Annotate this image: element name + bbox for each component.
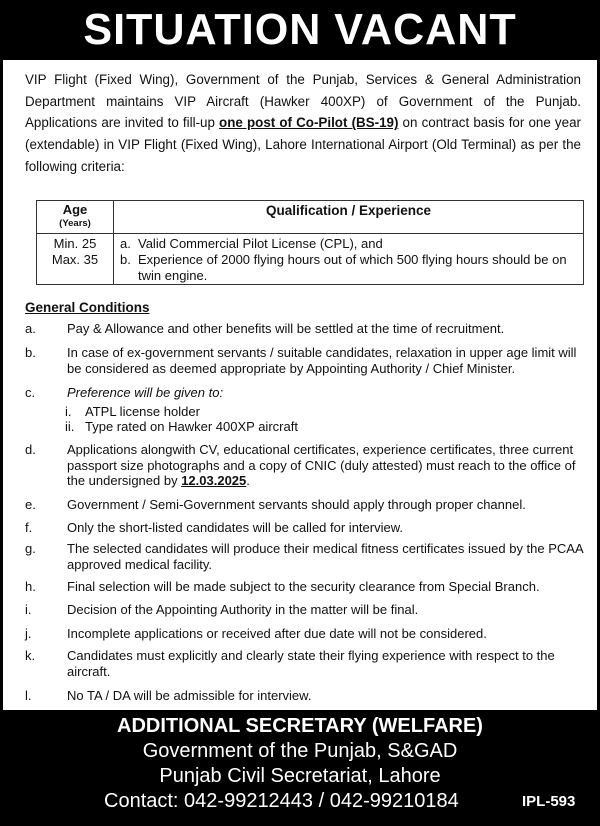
condition-label: e. [25, 497, 36, 512]
post-highlight: one post of Co-Pilot (BS-19) [219, 115, 399, 131]
condition-label: g. [25, 541, 36, 556]
condition-label: l. [25, 688, 32, 703]
condition-label: c. [25, 385, 36, 400]
preference-text: ATPL license holder [85, 404, 200, 419]
qualification-text: Valid Commercial Pilot License (CPL), and [138, 236, 383, 251]
condition-item-j [25, 626, 585, 642]
preference-item [65, 420, 565, 434]
condition-text: Incomplete applications or received after due date will not be considered. [67, 626, 487, 641]
criteria-header-row [37, 201, 584, 234]
age-max: Max. 35 [51, 252, 99, 267]
condition-text-tail: . [246, 473, 250, 488]
condition-text: No TA / DA will be admissible for interview. [67, 688, 312, 703]
preference-text: Type rated on Hawker 400XP aircraft [85, 419, 298, 434]
qualification-header: Qualification / Experience [114, 201, 584, 234]
condition-label: f. [25, 520, 33, 535]
condition-text: In case of ex-government servants / suitable candidates, relaxation in upper age limit will be considered as deemed appropriate by Appointing Authority / Chief Minister. [67, 345, 577, 376]
condition-item-g [25, 541, 585, 572]
condition-label: a. [25, 321, 36, 336]
qualification-label: a. [120, 236, 131, 251]
intro-paragraph [25, 69, 581, 178]
condition-item-h [25, 579, 585, 595]
condition-text: Decision of the Appointing Authority in the matter will be final. [67, 602, 419, 617]
condition-item-e [25, 497, 585, 513]
advertisement-code: IPL-593 [522, 793, 576, 810]
preference-label: i. [65, 404, 72, 419]
signatory-address: Punjab Civil Secretariat, Lahore [159, 765, 441, 787]
condition-text: Government / Semi-Government servants should apply through proper channel. [67, 497, 526, 512]
page-title: SITUATION VACANT [83, 5, 517, 54]
general-conditions-title: General Conditions [25, 300, 150, 315]
condition-text: Candidates must explicitly and clearly state their flying experience with respect to the aircraft. [67, 648, 555, 679]
qualification-item [120, 236, 577, 252]
criteria-table [36, 200, 584, 285]
age-header-unit: (Years) [59, 218, 91, 229]
condition-item-c [25, 385, 585, 401]
condition-label: h. [25, 579, 36, 594]
condition-item-b [25, 345, 585, 376]
age-range-cell [37, 234, 114, 285]
qualification-label: b. [120, 252, 131, 267]
advertisement-body [3, 60, 597, 710]
contact-numbers: Contact: 042-99212443 / 042-99210184 [104, 790, 459, 812]
signatory-department: Government of the Punjab, S&GAD [142, 740, 458, 762]
qualification-item [120, 252, 577, 284]
qualification-cell [114, 234, 584, 285]
age-header-label: Age [62, 202, 88, 217]
condition-item-l [25, 688, 585, 704]
preference-label: ii. [65, 419, 75, 434]
intro-text-1: VIP Flight (Fixed Wing), Government of the Punjab, Services & General Administration Department maintains VIP Aircraft (Hawker 400XP) of Government of the Punjab. Applications are invited to fill-up [25, 72, 581, 131]
qualification-text: Experience of 2000 flying hours out of which 500 flying hours should be on twin engine. [138, 252, 567, 283]
condition-text: Preference will be given to: [67, 385, 224, 400]
criteria-row [37, 234, 584, 285]
signatory-title: ADDITIONAL SECRETARY (WELFARE) [117, 715, 483, 737]
condition-text: Pay & Allowance and other benefits will be settled at the time of recruitment. [67, 321, 505, 336]
intro-text-2: on contract basis for one year (extendable) in VIP Flight (Fixed Wing), Lahore International Airport (Old Terminal) as per the following criteria: [25, 115, 581, 174]
preference-item [65, 405, 565, 419]
condition-item-a [25, 321, 585, 337]
age-min: Min. 25 [53, 236, 97, 251]
condition-label: k. [25, 648, 36, 663]
deadline-date: 12.03.2025 [181, 473, 247, 488]
condition-label: d. [25, 442, 36, 457]
footer-banner [0, 710, 600, 826]
condition-text [67, 442, 585, 489]
condition-text: Final selection will be made subject to the security clearance from Special Branch. [67, 579, 540, 594]
condition-label: b. [25, 345, 36, 360]
condition-label: j. [25, 626, 32, 641]
condition-text: The selected candidates will produce their medical fitness certificates issued by the PCAA approved medical facility. [67, 541, 583, 572]
condition-item-k [25, 648, 585, 679]
condition-item-f [25, 520, 585, 536]
condition-label: i. [25, 602, 32, 617]
header-banner [0, 0, 600, 60]
condition-text-body: Applications alongwith CV, educational certificates, experience certificates, three current passport size photographs and a copy of CNIC (duly attested) must reach to the office of the undersigned by [67, 442, 576, 488]
age-header [37, 201, 114, 234]
condition-text: Only the short-listed candidates will be called for interview. [67, 520, 403, 535]
condition-item-d [25, 442, 585, 489]
condition-item-i [25, 602, 585, 618]
